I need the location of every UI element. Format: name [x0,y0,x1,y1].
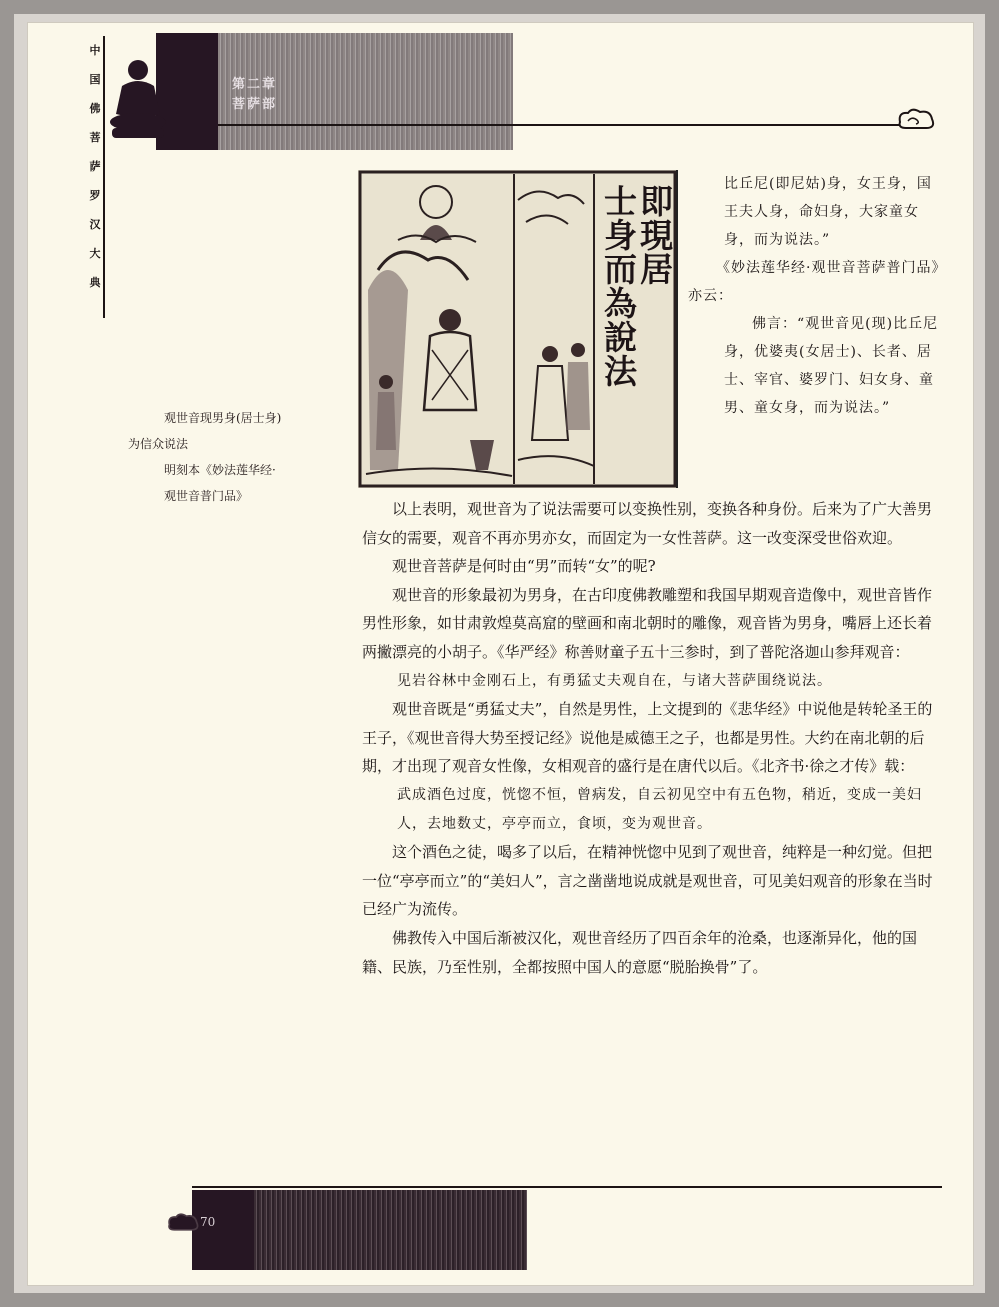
section-chapter: 第二章 [232,77,278,92]
body-paragraph: 以上表明，观世音为了说法需要可以变换性别，变换各种身份。后来为了广大善男信女的需要，观音不再亦男亦女，而固定为一女性菩萨。这一改变深受世俗欢迎。 [362,500,933,547]
image-divider-rule [676,170,678,488]
footer-texture-band [254,1190,527,1270]
footer-cloud-ornament-icon [166,1212,200,1234]
side-paragraph: 《妙法莲华经·观世音菩萨普门品》亦云： [688,260,940,304]
header-rule [218,124,900,126]
body-paragraph: 佛教传入中国后渐被汉化，观世音经历了四百余年的沧桑，也逐渐异化，他的国籍、民族，乃至性别，全都按照中国人的意愿“脱胎换骨”了。 [362,928,918,976]
block-quote: 见岩谷林中金刚石上，有勇猛丈夫观自在，与诸大菩萨围绕说法。 [397,672,832,689]
buddha-silhouette-icon [108,56,178,144]
figure-caption [128,405,348,509]
woodcut-inscription-right: 即現居 [635,184,674,286]
caption-line: 观世音现男身(居士身) [164,411,282,425]
caption-line: 观世音普门品》 [164,489,249,503]
caption-line: 为信众说法 [128,437,189,451]
side-quote: 佛言：“观世音见(现)比丘尼身，优婆夷(女居士)、长者、居士、宰官、婆罗门、妇女身、童男、童女身，而为说法。” [724,316,939,416]
body-paragraph: 观世音的形象最初为男身，在古印度佛教雕塑和我国早期观音造像中，观世音皆作男性形象，如甘肃敦煌莫高窟的壁画和南北朝时的雕像，观音皆为男身，嘴唇上还长着两撇漂亮的小胡子。《华严经》称善财童子五十三参时，到了普陀洛迦山参拜观音： [362,585,933,661]
side-paragraph: 比丘尼(即尼姑)身，女王身，国王夫人身，命妇身，大家童女身，而为说法。” [724,176,932,248]
caption-line: 明刻本《妙法莲华经· [164,463,276,477]
main-body-text [362,495,940,981]
footer-dark-block [192,1190,254,1270]
section-part: 菩萨部 [232,97,278,112]
page-number: 70 [200,1215,216,1229]
body-paragraph: 观世音既是“勇猛丈夫”，自然是男性，上文提到的《悲华经》中说他是转轮圣王的王子，《观世音得大势至授记经》说他是威德王之子，也都是男性。大约在南北朝的后期，才出现了观音女性像，女相观音的盛行是在唐代以后。《北齐书·徐之才传》载： [362,700,933,776]
vertical-rule [103,36,105,318]
cloud-ornament-icon [896,108,936,132]
block-quote: 武成酒色过度，恍惚不恒，曾病发，自云初见空中有五色物，稍近，变成一美妇人，去地数丈，亭亭而立，食顷，变为观世音。 [397,786,922,832]
body-paragraph: 这个酒色之徒，喝多了以后，在精神恍惚中见到了观世音，纯粹是一种幻觉。但把一位“亭亭而立”的“美妇人”，言之凿凿地说成就是观世音，可见美妇观音的形象在当时已经广为流传。 [362,843,933,919]
body-paragraph: 观世音菩萨是何时由“男”而转“女”的呢? [392,557,656,576]
vertical-book-title: 中 国 佛 菩 萨 罗 汉 大 典 [89,44,101,289]
side-text-column [688,170,940,422]
footer-rule [192,1186,942,1188]
section-label [232,75,277,115]
woodcut-illustration [358,170,677,488]
woodcut-inscription-left: 士身而為說法 [599,184,638,388]
